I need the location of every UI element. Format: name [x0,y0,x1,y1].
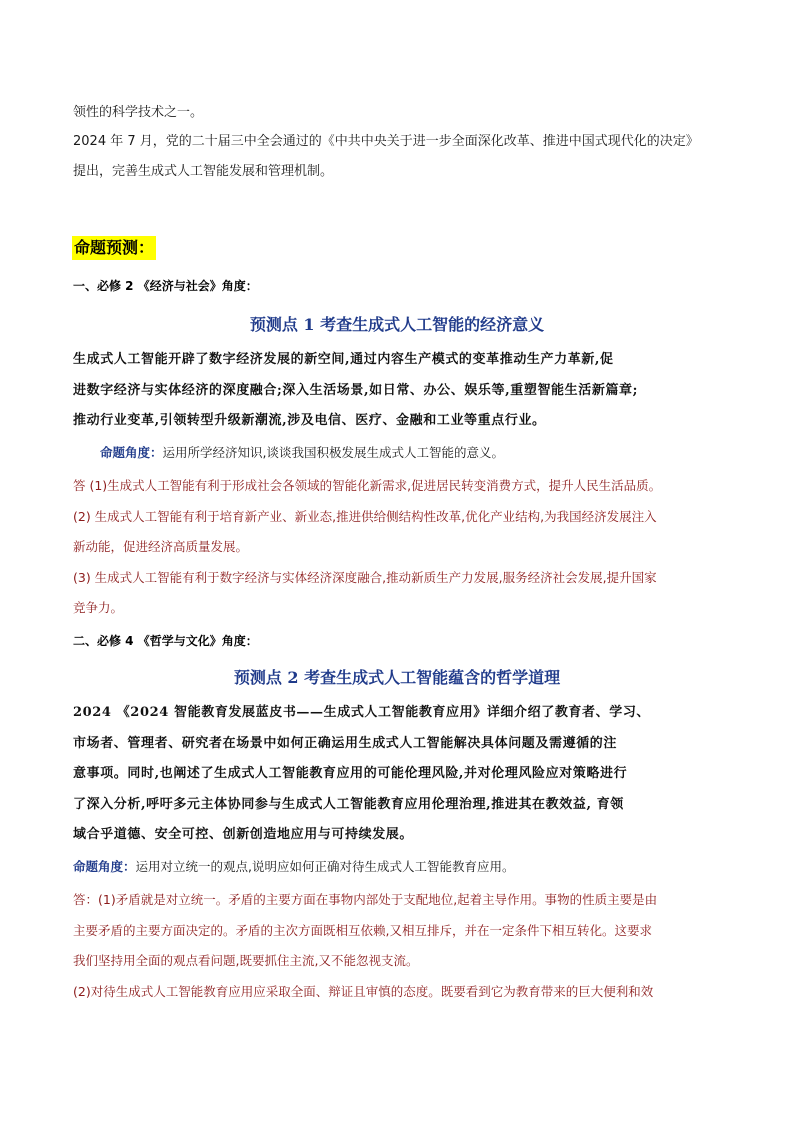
prediction-title: 命题预测： [72,236,156,260]
section1-point-title: 预测点 1 考查生成式人工智能的经济意义 [249,315,545,334]
section1-material-line: 生成式人工智能开辟了数字经济发展的新空间,通过内容生产模式的变革推动生产力革新,促 [73,352,614,367]
angle-label: 命题角度： [73,859,136,874]
intro-line-2: 2024 年 7 月，党的二十届三中全会通过的《中共中央关于进一步全面深化改革、推进中国式现代化的决定》 [73,134,699,149]
intro-line-3: 提出，完善生成式人工智能发展和管理机制。 [73,164,334,179]
section1-answer-line: 新动能，促进经济高质量发展。 [73,539,249,554]
section2-point-title: 预测点 2 考查生成式人工智能蕴含的哲学道理 [233,668,561,687]
section1-material-line: 推动行业变革,引领转型升级新潮流,涉及电信、医疗、金融和工业等重点行业。 [73,413,546,428]
section2-material-line: 了深入分析,呼吁多元主体协同参与生成式人工智能教育应用伦理治理,推进其在教效益, 育领 [73,797,624,812]
section2-answer-line: 答：(1)矛盾就是对立统一。矛盾的主要方面在事物内部处于支配地位,起着主导作用。事物的性质主要是由 [73,892,658,907]
section2-material-line: 意事项。同时,也阐述了生成式人工智能教育应用的可能伦理风险,并对伦理风险应对策略进行 [73,766,628,781]
section1-answer-line: 竞争力。 [73,600,124,615]
section2-heading: 二、必修 4 《哲学与文化》角度： [73,634,258,648]
section2-answer-line: 我们坚持用全面的观点看问题,既要抓住主流,又不能忽视支流。 [73,953,419,968]
section1-material-line: 进数字经济与实体经济的深度融合;深入生活场景,如日常、办公、娱乐等,重塑智能生活新篇章; [73,383,639,398]
intro-line-1: 领性的科学技术之一。 [73,105,204,120]
section1-answer-line: 答 (1)生成式人工智能有利于形成社会各领域的智能化新需求,促进居民转变消费方式，提升人民生活品质。 [73,478,662,493]
section2-answer-line: (2)对待生成式人工智能教育应用应采取全面、辩证且审慎的态度。既要看到它为教育带来的巨大便利和效 [73,984,654,999]
section1-heading: 一、必修 2 《经济与社会》角度： [73,279,258,293]
section2-material-line: 2024 《2024 智能教育发展蓝皮书——生成式人工智能教育应用》详细介绍了教育者、学习、 [73,705,651,720]
section1-answer-line: (3) 生成式人工智能有利于数字经济与实体经济深度融合,推动新质生产力发展,服务经济社会发展,提升国家 [73,570,657,585]
section2-material-line: 市场者、管理者、研究者在场景中如何正确运用生成式人工智能解决具体问题及需遵循的注 [73,736,618,751]
section2-answer-line: 主要矛盾的主要方面决定的。矛盾的主次方面既相互依赖,又相互排斥，并在一定条件下相互转化。这要求 [73,923,652,938]
angle-text: 运用所学经济知识,谈谈我国积极发展生成式人工智能的意义。 [162,445,504,460]
angle-text: 运用对立统一的观点,说明应如何正确对待生成式人工智能教育应用。 [135,859,515,874]
section2-material-line: 域合乎道德、安全可控、创新创造地应用与可持续发展。 [73,827,414,842]
section1-angle [100,444,728,462]
section2-angle [73,858,728,876]
angle-label: 命题角度： [100,445,163,460]
section1-answer-line: (2) 生成式人工智能有利于培育新产业、新业态,推进供给侧结构性改革,优化产业结构,为我国经济发展注入 [73,509,657,524]
